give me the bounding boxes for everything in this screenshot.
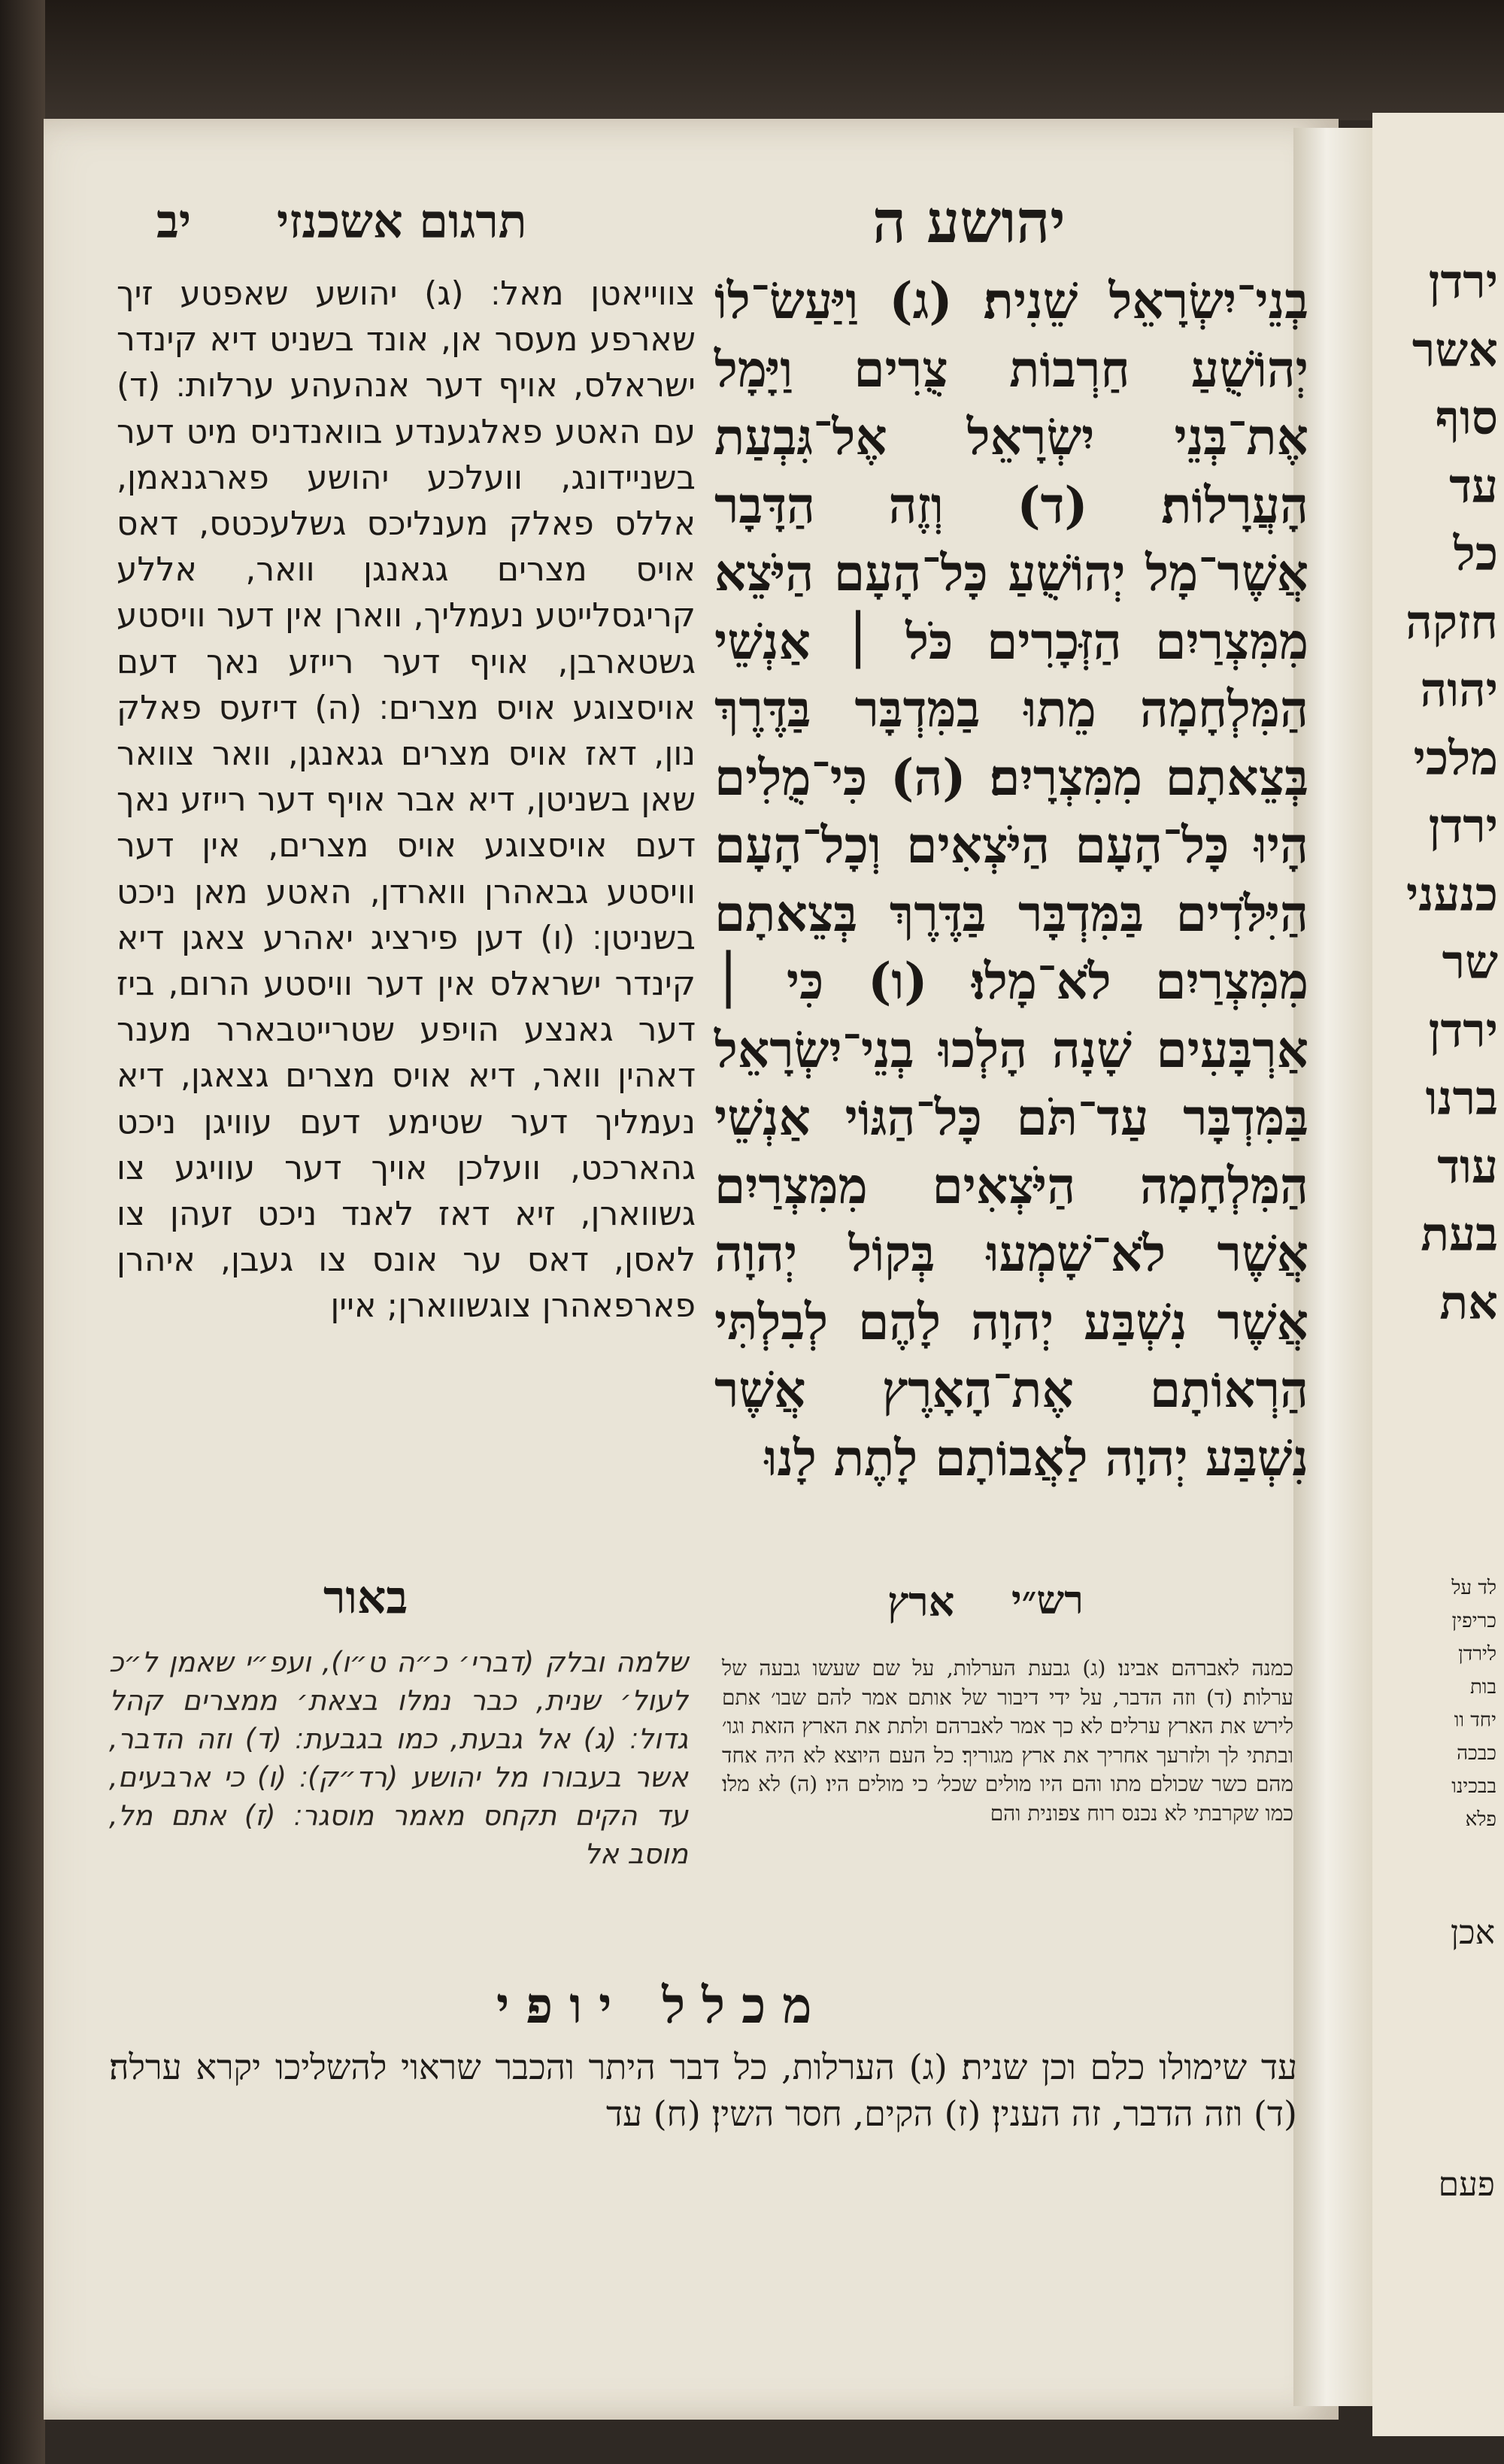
facing-line: אשר — [1412, 322, 1498, 377]
facing-page-lines — [1405, 248, 1498, 1337]
rashi-title: רש״י — [1011, 1578, 1084, 1623]
facing-note: יחד וו — [1454, 1709, 1496, 1732]
facing-note: פלא — [1465, 1808, 1496, 1831]
facing-note: בבכינו — [1451, 1775, 1496, 1798]
facing-note: כבכה — [1457, 1742, 1496, 1765]
targum-column: צווייאטן מאל׃ (ג) יהושע שאפטע זיך שארפע מעסר אן, אונד בשניט דיא קינדר ישראלס, אויף דער אנהעהע ערלות׃ (ד) עם האטע פאלגענדע בוואנדניס מיט דער בשניידונג, וועלכע יהושע פארגנאמן, אללס פאלק מענליכס גשלעכטס, דאס אויס מצרים גגאנגן וואר, אללע קריגסלייטע נעמליך, ווארן אין דער וויסטע גשטארבן, אויף דער רייזע נאך דעם אויסצוגע אויס מצרים׃ (ה) דיזעס פאלק נון, דאז אויס מצרים גגאנגן, וואר צוואר שאן בשניטן, דיא אבר אויף דער רייזע נאך דעם אויסצוגע אויס מצרים, אין דער וויסטע גבאהרן ווארדן, האטע מאן ניכט בשניטן׃ (ו) דען פירציג יאהרע צאגן דיא קינדר ישראלס אין דער וויסטע הרום, ביז דער גאנצע הויפע שטרייטבארר מענר דאהין וואר, דיא אויס מצרים גצאגן, דיא נעמליך דער שטימע דעם עוויגן ניכט גהארכט, וועלכן אויך דער עוויגע צו גשווארן, זיא דאז לאנד ניכט זעהן צו לאסן, דאס ער אונס צו געבן, איהרן פארפאהרן צוגשווארן; איין — [117, 274, 696, 1326]
facing-bottom-2: פעם — [1438, 2165, 1495, 2204]
facing-page — [1372, 113, 1504, 2436]
background-top — [0, 0, 1504, 120]
main-header: יהושע ה — [872, 188, 1066, 256]
biur-text: שלמה ובלק (דברי׳ כ״ה ט״ו), ועפ״י שאמן ל״כ לעול׳ שנית, כבר נמלו בצאת׳ ממצרים קהל גדול׃ (ג) אל גבעת, כמו בגבעת׃ (ד) וזה הדבר, אשר בעבורו מל יהושע (רד״ק)׃ (ו) כי ארבעים, עד הקים תקחס מאמר מוסגר׃ (ז) אתם מל, מוסב אל — [109, 1646, 688, 1870]
rashi-text: כמנה לאברהם אבינו׃ (ג) גבעת הערלות, על שם שעשו גבעה של ערלות׃ (ד) וזה הדבר, על ידי דיבור של אותם אמר להם שבו׳ אתם לירש את הארץ ערלים לא כך אמר לאברהם ולתת את הארץ הזאת וגו׳ ובתתי לך ולזרעך אחריך את ארץ מגוריך׃ כל העם היוצא לא היה אחד מהם כשר שכולם מתו והם היו מולים שכל׳ כי מולים היו׃ (ה) לא מלו׃ כמו שקרבתי לא נכנס רוח צפונית והם — [722, 1656, 1293, 1826]
facing-line: את — [1439, 1274, 1498, 1330]
main-text-column: בְנֵי־יִשְׂרָאֵל שֵׁנִית׃ (ג) וַיַּעַשׂ־לוֹ יְהוֹשֻׁעַ חַרְבוֹת צֻרִים וַיָּמָל אֶת־בְּנֵי יִשְׂרָאֵל אֶל־גִּבְעַת הָעֲרָלוֹת׃ (ד) וְזֶה הַדָּבָר אֲשֶׁר־מָל יְהוֹשֻׁעַ כָּל־הָעָם הַיֹּצֵא מִמִּצְרַיִם הַזְּכָרִים כֹּל ׀ אַנְשֵׁי הַמִּלְחָמָה מֵתוּ בַמִּדְבָּר בַּדֶּרֶךְ בְּצֵאתָם מִמִּצְרָיִם׃ (ה) כִּי־מֻלִים הָיוּ כָּל־הָעָם הַיֹּצְאִים וְכָל־הָעָם הַיִּלֹּדִים בַּמִּדְבָּר בַּדֶּרֶךְ בְּצֵאתָם מִמִּצְרַיִם לֹא־מָלוּ׃ (ו) כִּי ׀ אַרְבָּעִים שָׁנָה הָלְכוּ בְנֵי־יִשְׂרָאֵל בַּמִּדְבָּר עַד־תֹּם כָּל־הַגּוֹי אַנְשֵׁי הַמִּלְחָמָה הַיֹּצְאִים מִמִּצְרַיִם אֲשֶׁר לֹא־שָׁמְעוּ בְּקוֹל יְהוָה אֲשֶׁר נִשְׁבַּע יְהוָה לָהֶם לְבִלְתִּי הַרְאוֹתָם אֶת־הָאָרֶץ אֲשֶׁר נִשְׁבַּע יְהוָה לַאֲבוֹתָם לָתֶת לָנוּ — [714, 271, 1308, 1487]
page-number: יב — [156, 194, 192, 249]
facing-line: ירדן — [1428, 254, 1498, 309]
facing-note: לירדן — [1458, 1643, 1496, 1665]
targum-header: תרגום אשכנזי — [277, 194, 527, 249]
facing-line: עוד — [1437, 1138, 1498, 1194]
background-left — [0, 0, 45, 2464]
facing-page-notes — [1451, 1571, 1496, 1836]
facing-line: מלכי — [1413, 730, 1498, 786]
facing-line: כנעני — [1406, 866, 1498, 922]
main-catchword: ארץ — [887, 1578, 955, 1626]
facing-bottom-1: אכן — [1450, 1914, 1495, 1952]
facing-note: כריפין — [1451, 1610, 1496, 1632]
facing-note: לד על — [1451, 1577, 1496, 1599]
biur-title: באור — [323, 1571, 408, 1624]
facing-note: בות — [1469, 1676, 1496, 1699]
facing-line: יהוה — [1420, 662, 1498, 717]
facing-line: סוף — [1435, 390, 1498, 445]
facing-line: עד — [1449, 458, 1498, 514]
michlal-yofi-text: עד שימולו כלם וכן שנית׃ (ג) הערלות, כל דבר היתר והכבר שראוי להשליכו יקרא ערלה׃ (ד) וזה הדבר, זה הענין׃ (ז) הקים, חסר השין׃ (ח) עד — [109, 2047, 1297, 2134]
facing-line: ירדן — [1428, 799, 1498, 853]
facing-line: חזקה — [1405, 594, 1498, 650]
michlal-yofi-title: מכלל יופי — [496, 1976, 829, 2035]
facing-line: ברנו — [1425, 1071, 1498, 1126]
facing-line: בעת — [1421, 1207, 1498, 1262]
facing-line: שר — [1442, 935, 1498, 990]
facing-line: כל — [1453, 526, 1498, 581]
facing-line: ירדן — [1428, 1002, 1498, 1058]
